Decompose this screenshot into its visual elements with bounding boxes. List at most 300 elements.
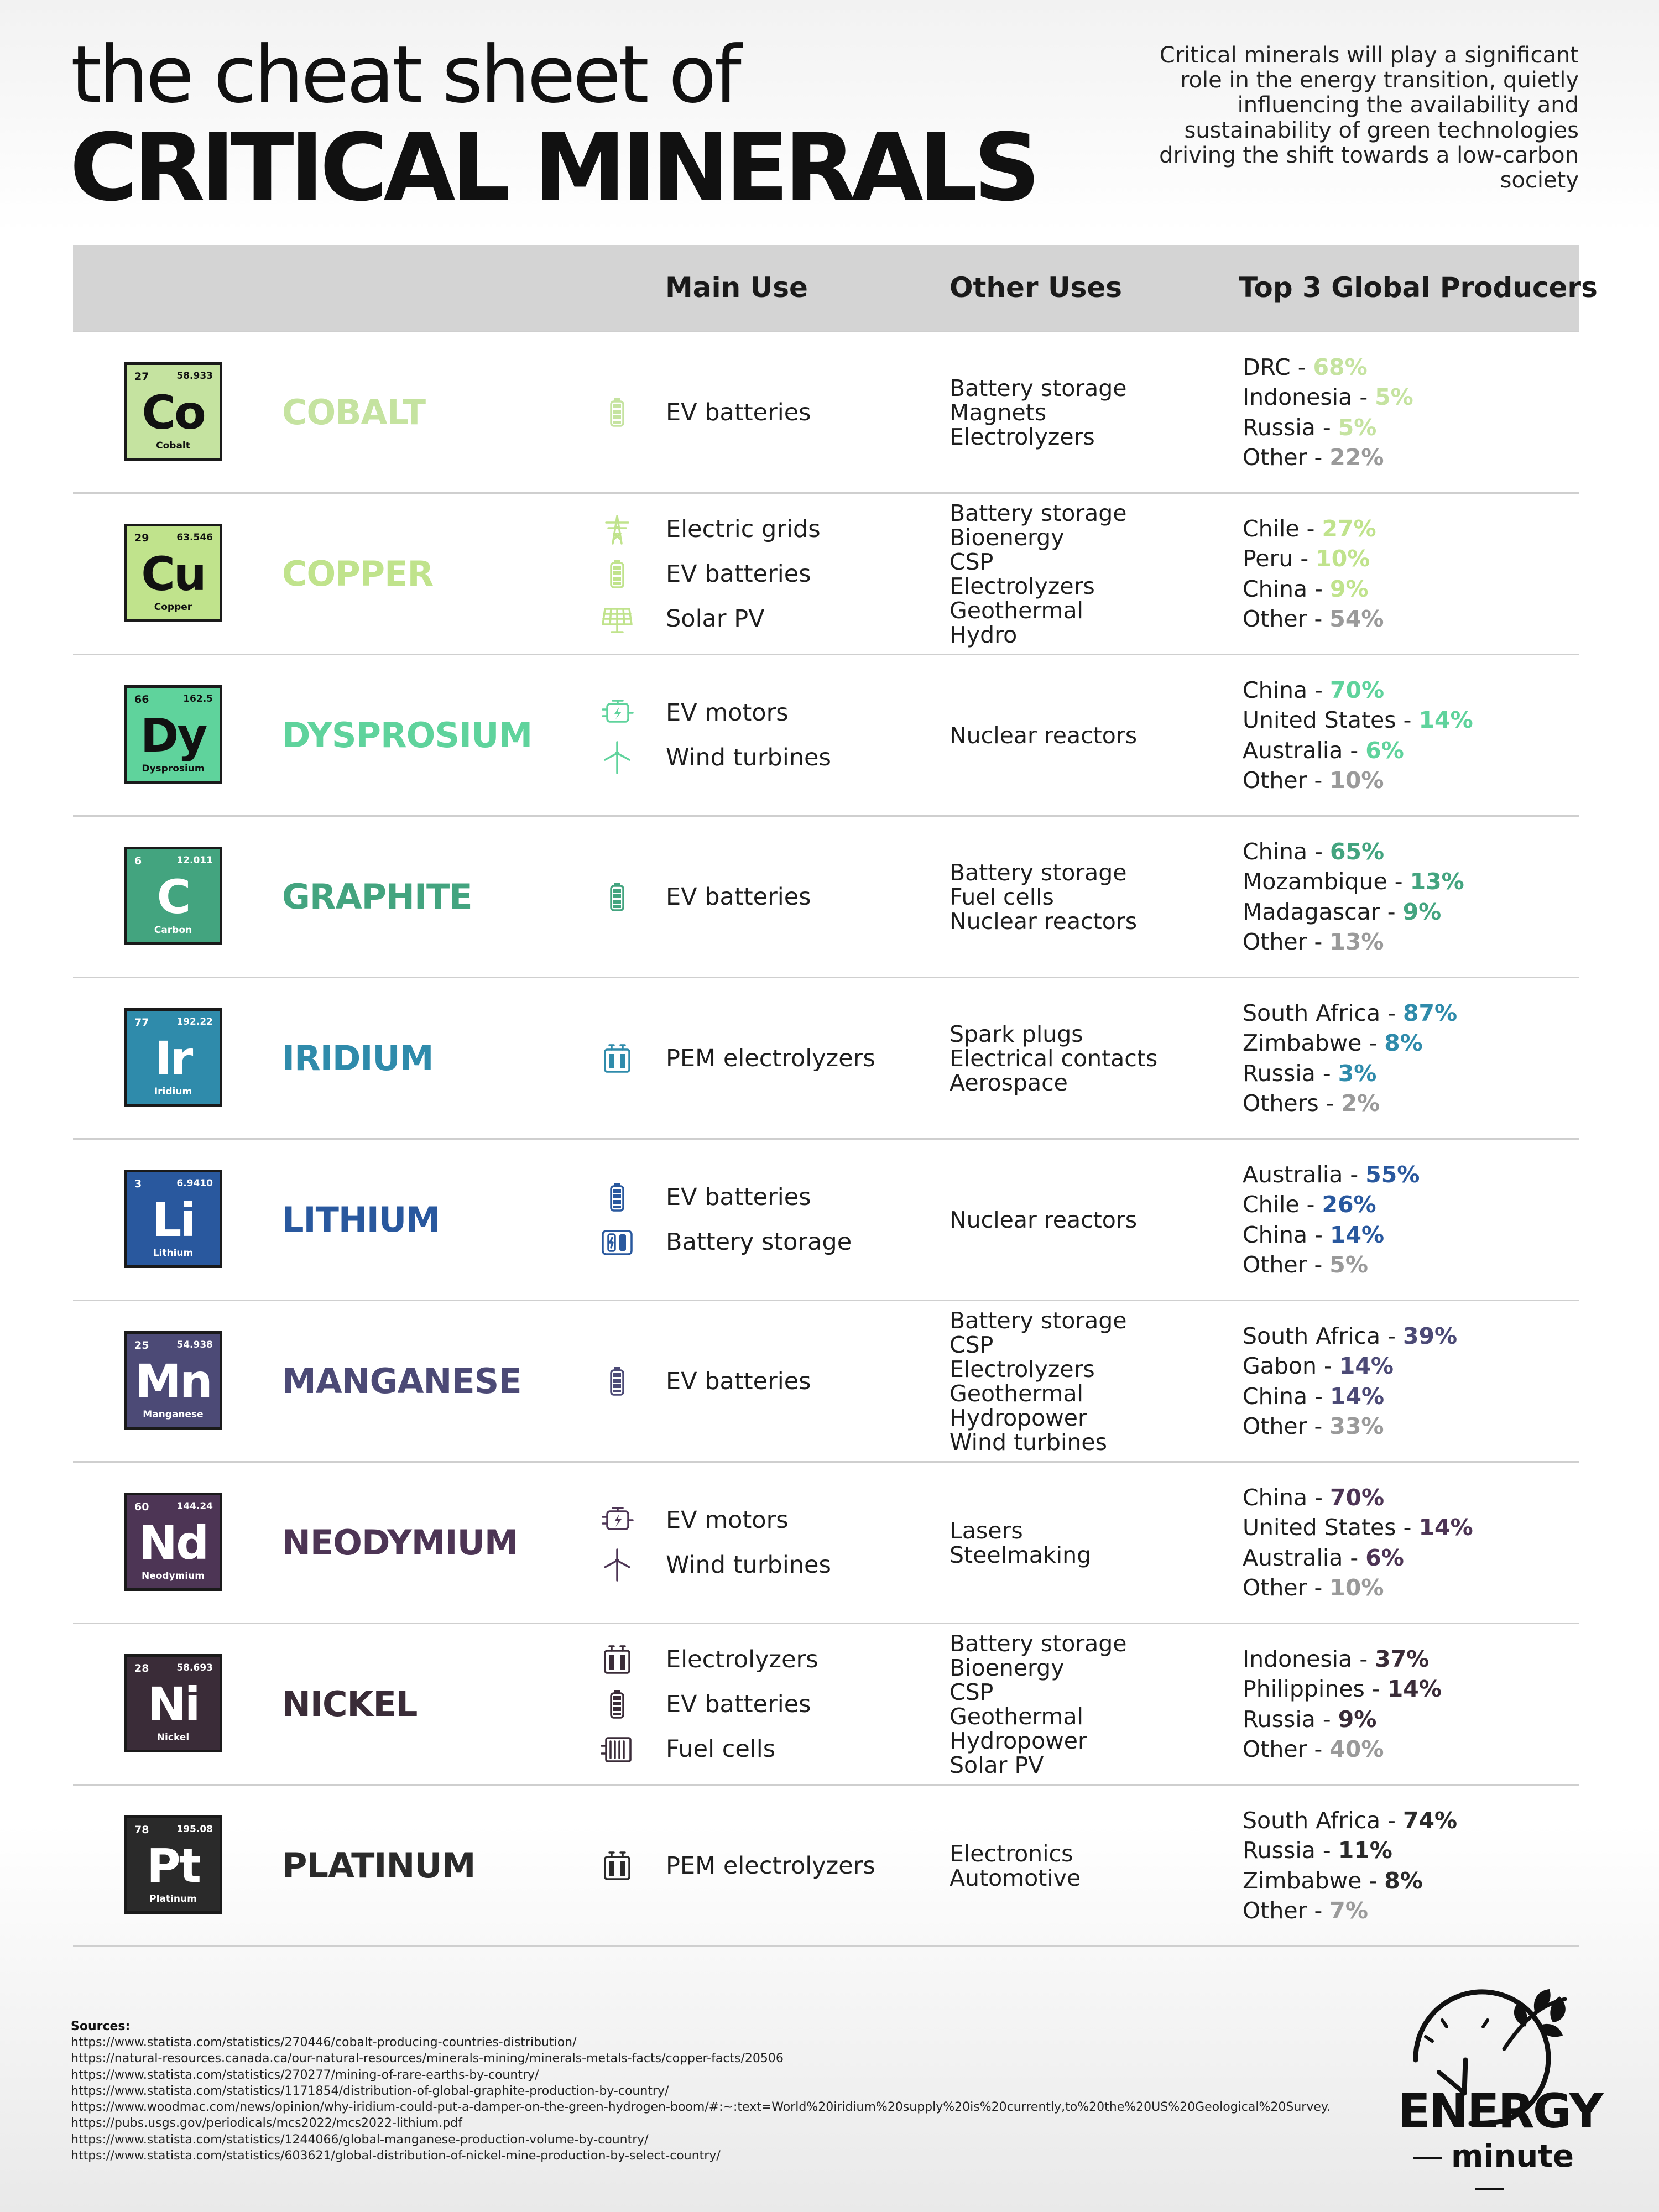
main-use-label: EV batteries: [666, 1183, 811, 1211]
producer-country: DRC: [1243, 353, 1291, 380]
other-use-item: Hydropower: [950, 1404, 1087, 1431]
main-use-label: Electric grids: [666, 515, 821, 543]
producer-country: South Africa: [1243, 999, 1381, 1026]
element-name: Iridium: [154, 1086, 192, 1097]
other-uses: [950, 1624, 1215, 1784]
producer-country: Russia: [1243, 1837, 1316, 1864]
other-use-item: Steelmaking: [950, 1541, 1092, 1568]
producer-item: South Africa - 87%: [1243, 999, 1458, 1026]
mineral-row-neodymium: [73, 1463, 1579, 1624]
producer-country: Zimbabwe: [1243, 1867, 1362, 1894]
atomic-mass: 195.08: [176, 1824, 213, 1835]
producer-share: 33%: [1329, 1413, 1384, 1439]
main-use-label: EV batteries: [666, 398, 811, 426]
other-use-item: Spark plugs: [950, 1020, 1083, 1047]
producer-share: 22%: [1329, 444, 1384, 471]
main-uses: [597, 978, 907, 1138]
element-tile: [124, 1008, 222, 1107]
wind-turbine-icon: [597, 1548, 637, 1582]
mineral-row-nickel: [73, 1624, 1579, 1786]
other-use-item: Hydro: [950, 621, 1018, 648]
producer-item: China - 9%: [1243, 575, 1369, 602]
source-list: [71, 2034, 1398, 2164]
atomic-number: 60: [134, 1501, 149, 1513]
atomic-mass: 58.693: [176, 1662, 213, 1673]
logo-subtitle: minute: [1398, 2141, 1580, 2203]
other-use-item: Geothermal: [950, 1703, 1083, 1730]
producer-share: 37%: [1375, 1645, 1430, 1672]
element-symbol: Co: [142, 385, 205, 440]
main-use-item: [597, 1504, 907, 1537]
element-tile: [124, 847, 222, 945]
column-header-main-use: Main Use: [665, 272, 808, 304]
producer-share: 13%: [1410, 868, 1464, 895]
producer-country: Russia: [1243, 1705, 1316, 1733]
producer-item: China - 70%: [1243, 676, 1385, 703]
producer-share: 55%: [1365, 1161, 1420, 1188]
main-use-item: [597, 396, 907, 429]
producer-item: Others - 2%: [1243, 1090, 1380, 1117]
element-symbol: Nd: [138, 1516, 208, 1570]
other-uses: [950, 1463, 1215, 1623]
main-use-item: [597, 1042, 907, 1075]
atomic-mass: 144.24: [176, 1501, 213, 1512]
source-link[interactable]: https://pubs.usgs.gov/periodicals/mcs2022/mcs2022-lithium.pdf: [71, 2116, 462, 2131]
other-use-item: Electrolyzers: [950, 423, 1095, 450]
producer-country: Peru: [1243, 545, 1293, 572]
producer-share: 74%: [1403, 1807, 1458, 1834]
top-producers: [1243, 1463, 1574, 1623]
battery-icon: [597, 396, 637, 429]
title-line-2: CRITICAL MINERALS: [70, 113, 1036, 222]
atomic-number: 28: [134, 1662, 149, 1674]
top-producers: [1243, 332, 1574, 492]
producer-country: Other: [1243, 1413, 1307, 1439]
producer-share: 10%: [1329, 767, 1384, 794]
top-producers: [1243, 494, 1574, 654]
main-uses: [597, 655, 907, 815]
element-tile: [124, 685, 222, 784]
other-uses: [950, 978, 1215, 1138]
atomic-mass: 54.938: [176, 1339, 213, 1350]
other-use-item: Electrical contacts: [950, 1045, 1158, 1072]
producer-item: Russia - 5%: [1243, 414, 1377, 441]
producer-share: 8%: [1384, 1030, 1423, 1056]
main-use-label: Battery storage: [666, 1228, 852, 1256]
top-producers: [1243, 1624, 1574, 1784]
main-use-label: Fuel cells: [666, 1735, 776, 1763]
other-use-item: Battery storage: [950, 374, 1127, 401]
element-name: Platinum: [149, 1893, 197, 1905]
producer-country: Gabon: [1243, 1353, 1317, 1379]
producer-country: Madagascar: [1243, 898, 1380, 925]
producer-country: Other: [1243, 1574, 1307, 1601]
element-tile: [124, 1170, 222, 1268]
producer-country: Other: [1243, 767, 1307, 794]
mineral-name: DYSPROSIUM: [282, 715, 533, 755]
element-symbol: Ir: [154, 1031, 192, 1086]
atomic-number: 27: [134, 371, 149, 383]
element-name: Manganese: [143, 1409, 204, 1420]
atomic-mass: 63.546: [176, 532, 213, 543]
atomic-number: 66: [134, 693, 149, 706]
mineral-row-carbon: [73, 817, 1579, 978]
sources: [71, 2020, 1398, 2164]
producer-share: 9%: [1402, 898, 1442, 925]
atomic-mass: 6.9410: [176, 1178, 213, 1189]
producer-item: China - 14%: [1243, 1383, 1385, 1410]
sources-title: Sources:: [71, 2020, 131, 2033]
battery-icon: [597, 557, 637, 591]
main-uses: [597, 1463, 907, 1623]
other-use-item: Battery storage: [950, 499, 1127, 526]
mineral-row-lithium: [73, 1140, 1579, 1301]
producer-country: Australia: [1243, 737, 1343, 764]
element-name: Lithium: [153, 1248, 194, 1259]
producer-share: 9%: [1330, 575, 1369, 602]
other-use-item: Lasers: [950, 1517, 1023, 1544]
producer-item: Other - 54%: [1243, 606, 1384, 632]
element-symbol: Li: [152, 1193, 195, 1247]
other-use-item: Electrolyzers: [950, 572, 1095, 599]
main-use-label: EV motors: [666, 699, 789, 727]
producer-item: Chile - 26%: [1243, 1191, 1376, 1218]
electrolyzer-icon: [597, 1643, 637, 1676]
element-tile: [124, 1815, 222, 1914]
producer-share: 70%: [1330, 676, 1385, 703]
element-symbol: Cu: [141, 547, 205, 601]
element-symbol: Pt: [147, 1839, 200, 1893]
element-tile: [124, 1654, 222, 1752]
main-use-item: [597, 1225, 907, 1259]
producer-share: 5%: [1338, 414, 1377, 441]
other-use-item: Automotive: [950, 1864, 1081, 1891]
element-symbol: Mn: [135, 1354, 211, 1408]
element-symbol: C: [156, 870, 190, 924]
producer-country: Russia: [1243, 414, 1316, 441]
other-use-item: CSP: [950, 1331, 994, 1358]
producer-item: Other - 33%: [1243, 1413, 1384, 1439]
other-use-item: Bioenergy: [950, 1654, 1065, 1681]
electric-motor-icon: [597, 696, 637, 729]
other-use-item: Nuclear reactors: [950, 722, 1138, 749]
producer-item: United States - 14%: [1243, 1514, 1473, 1541]
producer-country: Other: [1243, 928, 1307, 955]
other-use-item: Battery storage: [950, 1307, 1127, 1334]
mineral-name: PLATINUM: [282, 1845, 476, 1886]
logo-wordmark: ENERGY: [1398, 2084, 1602, 2139]
element-tile: [124, 1493, 222, 1591]
mineral-name: LITHIUM: [282, 1199, 440, 1240]
top-producers: [1243, 1140, 1574, 1300]
atomic-number: 78: [134, 1824, 149, 1836]
producer-share: 6%: [1365, 1544, 1404, 1571]
source-link[interactable]: https://www.statista.com/statistics/603621/global-distribution-of-nickel-mine-production-by-select-country/: [71, 2149, 721, 2163]
producer-share: 9%: [1338, 1705, 1377, 1733]
producer-share: 40%: [1329, 1736, 1384, 1762]
source-link[interactable]: https://www.woodmac.com/news/opinion/why-iridium-could-put-a-damper-on-the-green-hydrogen-boom/#:~:text=World%20iridium%20supply%20is%20currently,to%20the%20US%20Geological%20Survey.: [71, 2100, 1331, 2115]
producer-share: 70%: [1330, 1484, 1385, 1511]
producer-item: Indonesia - 5%: [1243, 384, 1413, 410]
other-use-item: Electrolyzers: [950, 1355, 1095, 1383]
producer-item: Madagascar - 9%: [1243, 898, 1442, 925]
producer-item: Chile - 27%: [1243, 515, 1376, 542]
producer-country: Other: [1243, 1736, 1307, 1762]
mineral-row-copper: [73, 494, 1579, 655]
main-use-item: [597, 880, 907, 914]
battery-icon: [597, 880, 637, 914]
other-uses: [950, 1786, 1215, 1945]
producer-item: China - 65%: [1243, 838, 1385, 865]
main-use-label: EV motors: [666, 1506, 789, 1534]
fuel-cell-icon: [597, 1733, 637, 1766]
top-producers: [1243, 817, 1574, 977]
main-use-label: EV batteries: [666, 1367, 811, 1395]
producer-item: Other - 10%: [1243, 767, 1384, 794]
mineral-row-cobalt: [73, 331, 1579, 494]
producer-item: Mozambique - 13%: [1243, 868, 1464, 895]
producer-share: 68%: [1313, 353, 1368, 380]
mineral-row-dysprosium: [73, 655, 1579, 817]
producer-country: Other: [1243, 606, 1307, 632]
mineral-name: GRAPHITE: [282, 877, 472, 917]
atomic-mass: 162.5: [183, 693, 213, 705]
producer-item: Philippines - 14%: [1243, 1676, 1442, 1702]
producer-country: Zimbabwe: [1243, 1030, 1362, 1056]
source-link[interactable]: https://natural-resources.canada.ca/our-natural-resources/minerals-mining/minerals-metals-facts/copper-facts/20506: [71, 2052, 784, 2066]
producer-country: Indonesia: [1243, 1645, 1353, 1672]
minerals-table: [73, 245, 1598, 1947]
producer-share: 13%: [1329, 928, 1384, 955]
producer-country: Chile: [1243, 1191, 1300, 1218]
producer-item: Other - 7%: [1243, 1897, 1368, 1924]
other-use-item: Solar PV: [950, 1751, 1044, 1778]
other-uses: [950, 332, 1215, 492]
main-uses: [597, 1786, 907, 1945]
main-use-item: [597, 602, 907, 635]
main-use-label: Solar PV: [666, 604, 765, 633]
top-producers: [1243, 978, 1574, 1138]
other-uses: [950, 817, 1215, 977]
main-use-item: [597, 1643, 907, 1676]
source-link[interactable]: https://www.statista.com/statistics/1171854/distribution-of-global-graphite-production-by-country/: [71, 2084, 669, 2098]
producer-country: Others: [1243, 1090, 1319, 1117]
other-use-item: CSP: [950, 1678, 994, 1705]
mineral-name: IRIDIUM: [282, 1038, 434, 1078]
producer-country: China: [1243, 575, 1308, 602]
other-use-item: Aerospace: [950, 1069, 1068, 1096]
element-name: Neodymium: [141, 1571, 205, 1582]
element-name: Cobalt: [156, 440, 190, 451]
other-use-item: Nuclear reactors: [950, 1206, 1138, 1233]
producer-share: 14%: [1330, 1383, 1385, 1410]
main-use-item: [597, 741, 907, 774]
main-use-label: EV batteries: [666, 560, 811, 588]
element-name: Carbon: [154, 925, 192, 936]
other-uses: [950, 1140, 1215, 1300]
producer-country: China: [1243, 1484, 1308, 1511]
main-uses: [597, 817, 907, 977]
mineral-name: COBALT: [282, 392, 425, 432]
producer-item: Russia - 11%: [1243, 1837, 1392, 1864]
mineral-name: MANGANESE: [282, 1361, 521, 1401]
producer-country: Other: [1243, 444, 1307, 471]
producer-country: Philippines: [1243, 1676, 1365, 1702]
main-uses: [597, 1301, 907, 1461]
other-use-item: Nuclear reactors: [950, 907, 1138, 935]
producer-share: 14%: [1339, 1353, 1394, 1379]
producer-item: China - 70%: [1243, 1484, 1385, 1511]
other-use-item: Geothermal: [950, 1380, 1083, 1407]
battery-icon: [597, 1181, 637, 1214]
source-link[interactable]: https://www.statista.com/statistics/1244066/global-manganese-production-volume-by-country/: [71, 2132, 649, 2147]
other-uses: [950, 1301, 1215, 1461]
producer-country: China: [1243, 1383, 1308, 1410]
other-use-item: Magnets: [950, 399, 1047, 426]
column-header-other-uses: Other Uses: [950, 272, 1123, 304]
atomic-number: 3: [134, 1178, 142, 1190]
producer-share: 3%: [1338, 1060, 1377, 1087]
producer-item: Russia - 9%: [1243, 1705, 1377, 1733]
source-link[interactable]: https://www.statista.com/statistics/270277/mining-of-rare-earths-by-country/: [71, 2068, 539, 2082]
producer-share: 10%: [1329, 1574, 1384, 1601]
producer-country: Australia: [1243, 1544, 1343, 1571]
producer-item: Russia - 3%: [1243, 1060, 1377, 1087]
producer-item: DRC - 68%: [1243, 353, 1368, 380]
producer-country: South Africa: [1243, 1807, 1381, 1834]
producer-item: Indonesia - 37%: [1243, 1645, 1430, 1672]
main-use-item: [597, 696, 907, 729]
producer-item: Other - 10%: [1243, 1574, 1384, 1601]
main-use-item: [597, 1688, 907, 1721]
atomic-number: 6: [134, 855, 142, 867]
other-use-item: Hydropower: [950, 1727, 1087, 1754]
producer-item: Peru - 10%: [1243, 545, 1370, 572]
other-use-item: Fuel cells: [950, 883, 1054, 910]
main-use-item: [597, 1849, 907, 1882]
producer-country: China: [1243, 1221, 1308, 1248]
other-uses: [950, 655, 1215, 815]
producer-item: Other - 22%: [1243, 444, 1384, 471]
atomic-number: 77: [134, 1016, 149, 1029]
main-use-label: Wind turbines: [666, 1551, 831, 1579]
intro-text: Critical minerals will play a significant role in the energy transition, quietly influencing the availability and sustainability of green technologies driving the shift towards a low-carbon society: [1159, 43, 1579, 193]
table-header: [73, 245, 1598, 331]
main-use-label: Wind turbines: [666, 744, 831, 771]
electric-motor-icon: [597, 1504, 637, 1537]
other-use-item: Battery storage: [950, 1630, 1127, 1657]
producer-country: China: [1243, 676, 1308, 703]
electrolyzer-icon: [597, 1849, 637, 1882]
element-tile: [124, 1331, 222, 1430]
producer-country: United States: [1243, 1514, 1396, 1541]
producer-share: 10%: [1316, 545, 1370, 572]
producer-country: Other: [1243, 1251, 1307, 1278]
top-producers: [1243, 1301, 1574, 1461]
main-use-label: Electrolyzers: [666, 1645, 818, 1673]
other-use-item: Electronics: [950, 1840, 1073, 1867]
main-uses: [597, 1140, 907, 1300]
producer-country: Chile: [1243, 515, 1300, 542]
mineral-name: NICKEL: [282, 1684, 418, 1724]
main-use-item: [597, 1548, 907, 1582]
other-use-item: Battery storage: [950, 859, 1127, 886]
main-use-label: PEM electrolyzers: [666, 1044, 875, 1072]
producer-share: 14%: [1418, 1514, 1473, 1541]
mineral-row-iridium: [73, 978, 1579, 1140]
main-use-label: EV batteries: [666, 1690, 811, 1718]
title-line-1: the cheat sheet of: [71, 29, 739, 121]
producer-share: 7%: [1329, 1897, 1368, 1924]
producer-country: Other: [1243, 1897, 1307, 1924]
source-link[interactable]: https://www.statista.com/statistics/270446/cobalt-producing-countries-distribution/: [71, 2036, 577, 2049]
producer-country: Mozambique: [1243, 868, 1387, 895]
producer-share: 6%: [1365, 737, 1404, 764]
element-name: Copper: [154, 602, 192, 613]
producer-item: Other - 5%: [1243, 1251, 1368, 1278]
mineral-name: NEODYMIUM: [282, 1522, 518, 1563]
top-producers: [1243, 655, 1574, 815]
producer-country: Australia: [1243, 1161, 1343, 1188]
producer-share: 14%: [1330, 1221, 1385, 1248]
other-use-item: Bioenergy: [950, 524, 1065, 551]
electrolyzer-icon: [597, 1042, 637, 1075]
main-uses: [597, 1624, 907, 1784]
producer-item: Australia - 6%: [1243, 1544, 1404, 1571]
producer-item: Other - 13%: [1243, 928, 1384, 955]
other-use-item: Geothermal: [950, 597, 1083, 624]
producer-item: United States - 14%: [1243, 707, 1473, 733]
producer-item: Australia - 6%: [1243, 737, 1404, 764]
main-use-item: [597, 513, 907, 546]
producer-share: 8%: [1384, 1867, 1423, 1894]
producer-item: China - 14%: [1243, 1221, 1385, 1248]
producer-item: Other - 40%: [1243, 1736, 1384, 1762]
mineral-name: COPPER: [282, 554, 434, 594]
producer-item: Gabon - 14%: [1243, 1353, 1394, 1379]
main-uses: [597, 332, 907, 492]
producer-share: 54%: [1329, 606, 1384, 632]
producer-country: Indonesia: [1243, 384, 1353, 410]
producer-share: 14%: [1387, 1676, 1442, 1702]
mineral-row-platinum: [73, 1786, 1579, 1947]
element-tile: [124, 362, 222, 461]
element-name: Nickel: [156, 1732, 190, 1743]
producer-share: 11%: [1338, 1837, 1392, 1864]
producer-share: 5%: [1329, 1251, 1368, 1278]
element-symbol: Ni: [147, 1677, 199, 1731]
producer-country: United States: [1243, 707, 1396, 733]
solar-panel-icon: [597, 602, 637, 635]
element-symbol: Dy: [140, 708, 206, 763]
producer-item: South Africa - 74%: [1243, 1807, 1458, 1834]
producer-country: South Africa: [1243, 1322, 1381, 1349]
power-tower-icon: [597, 513, 637, 546]
element-name: Dysprosium: [142, 763, 205, 774]
producer-item: Zimbabwe - 8%: [1243, 1030, 1423, 1056]
mineral-row-manganese: [73, 1301, 1579, 1463]
battery-icon: [597, 1688, 637, 1721]
table-body: [73, 331, 1579, 1947]
main-use-label: EV batteries: [666, 883, 811, 911]
main-uses: [597, 494, 907, 654]
producer-item: Zimbabwe - 8%: [1243, 1867, 1423, 1894]
main-use-item: [597, 1733, 907, 1766]
element-tile: [124, 524, 222, 622]
producer-country: Russia: [1243, 1060, 1316, 1087]
atomic-mass: 12.011: [176, 855, 213, 866]
other-use-item: CSP: [950, 548, 994, 575]
